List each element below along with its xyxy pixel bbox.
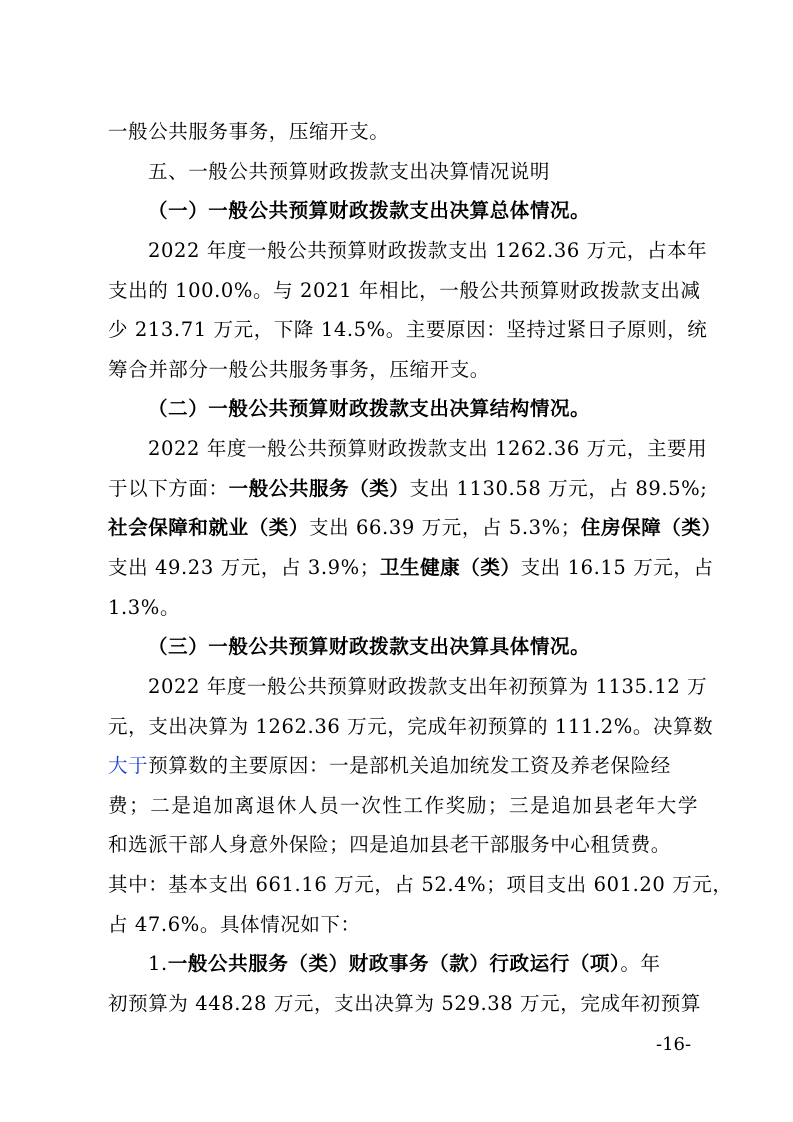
paragraph-line: 其中：基本支出 661.16 万元，占 52.4%；项目支出 601.20 万元，: [108, 873, 733, 896]
category-health: 卫生健康（类）: [379, 556, 521, 579]
paragraph-line: 一般公共服务事务，压缩开支。: [108, 120, 390, 143]
paragraph-line: 费；二是追加离退休人员一次性工作奖励；三是追加县老年大学: [108, 794, 698, 817]
paragraph-line: 2022 年度一般公共预算财政拨款支出 1262.36 万元，主要用: [148, 437, 708, 460]
paragraph-line: 2022 年度一般公共预算财政拨款支出年初预算为 1135.12 万: [148, 675, 708, 698]
category-general-public-services: 一般公共服务（类）: [228, 477, 410, 500]
paragraph-line: [108, 752, 698, 780]
paragraph-line: 初预算为 448.28 万元，支出决算为 529.38 万元，完成年初预算: [108, 992, 701, 1015]
text-segment: 支出 1130.58 万元，占 89.5%;: [409, 477, 708, 500]
paragraph-line: 少 213.71 万元，下降 14.5%。主要原因：坚持过紧日子原则，统: [108, 318, 708, 341]
paragraph-line: [108, 514, 722, 542]
paragraph-line: 占 47.6%。具体情况如下：: [108, 913, 361, 936]
section-heading: 五、一般公共预算财政拨款支出决算情况说明: [148, 160, 551, 183]
paragraph-line: 1.3%。: [108, 596, 181, 619]
paragraph-line: 支出的 100.0%。与 2021 年相比，一般公共预算财政拨款支出减: [108, 279, 701, 302]
paragraph-line: [108, 554, 714, 582]
category-housing: 住房保障（类）: [580, 516, 722, 539]
page-number: -16-: [656, 1034, 692, 1055]
subsection-heading-structure: （二）一般公共预算财政拨款支出决算结构情况。: [148, 397, 591, 420]
paragraph-line: 筹合并部分一般公共服务事务，压缩开支。: [108, 358, 490, 381]
text-segment: 预算数的主要原因：一是部机关追加统发工资及养老保险经: [148, 754, 671, 777]
subsection-heading-detail: （三）一般公共预算财政拨款支出决算具体情况。: [148, 635, 591, 658]
text-segment: 支出 49.23 万元，占 3.9%；: [108, 556, 380, 579]
paragraph-line: 2022 年度一般公共预算财政拨款支出 1262.36 万元，占本年: [148, 239, 708, 262]
paragraph-line: [108, 475, 708, 503]
category-social-security: 社会保障和就业（类）: [108, 516, 310, 539]
highlight-text: 大于: [108, 754, 149, 777]
text-segment: 于以下方面：: [108, 477, 229, 500]
text-segment: 支出 66.39 万元，占 5.3%；: [309, 516, 581, 539]
text-segment: 支出 16.15 万元，占: [520, 556, 714, 579]
subsection-heading-overall: （一）一般公共预算财政拨款支出决算总体情况。: [148, 199, 591, 222]
paragraph-line: [148, 950, 698, 978]
item-title-administrative-operation: 一般公共服务（类）财政事务（款）行政运行（项）: [167, 952, 621, 975]
text-segment: 1.: [148, 952, 168, 975]
paragraph-line: 元，支出决算为 1262.36 万元，完成年初预算的 111.2%。决算数: [108, 715, 714, 738]
paragraph-line: 和选派干部人身意外保险；四是追加县老干部服务中心租赁费。: [108, 833, 671, 856]
text-segment: 。年: [620, 952, 661, 975]
